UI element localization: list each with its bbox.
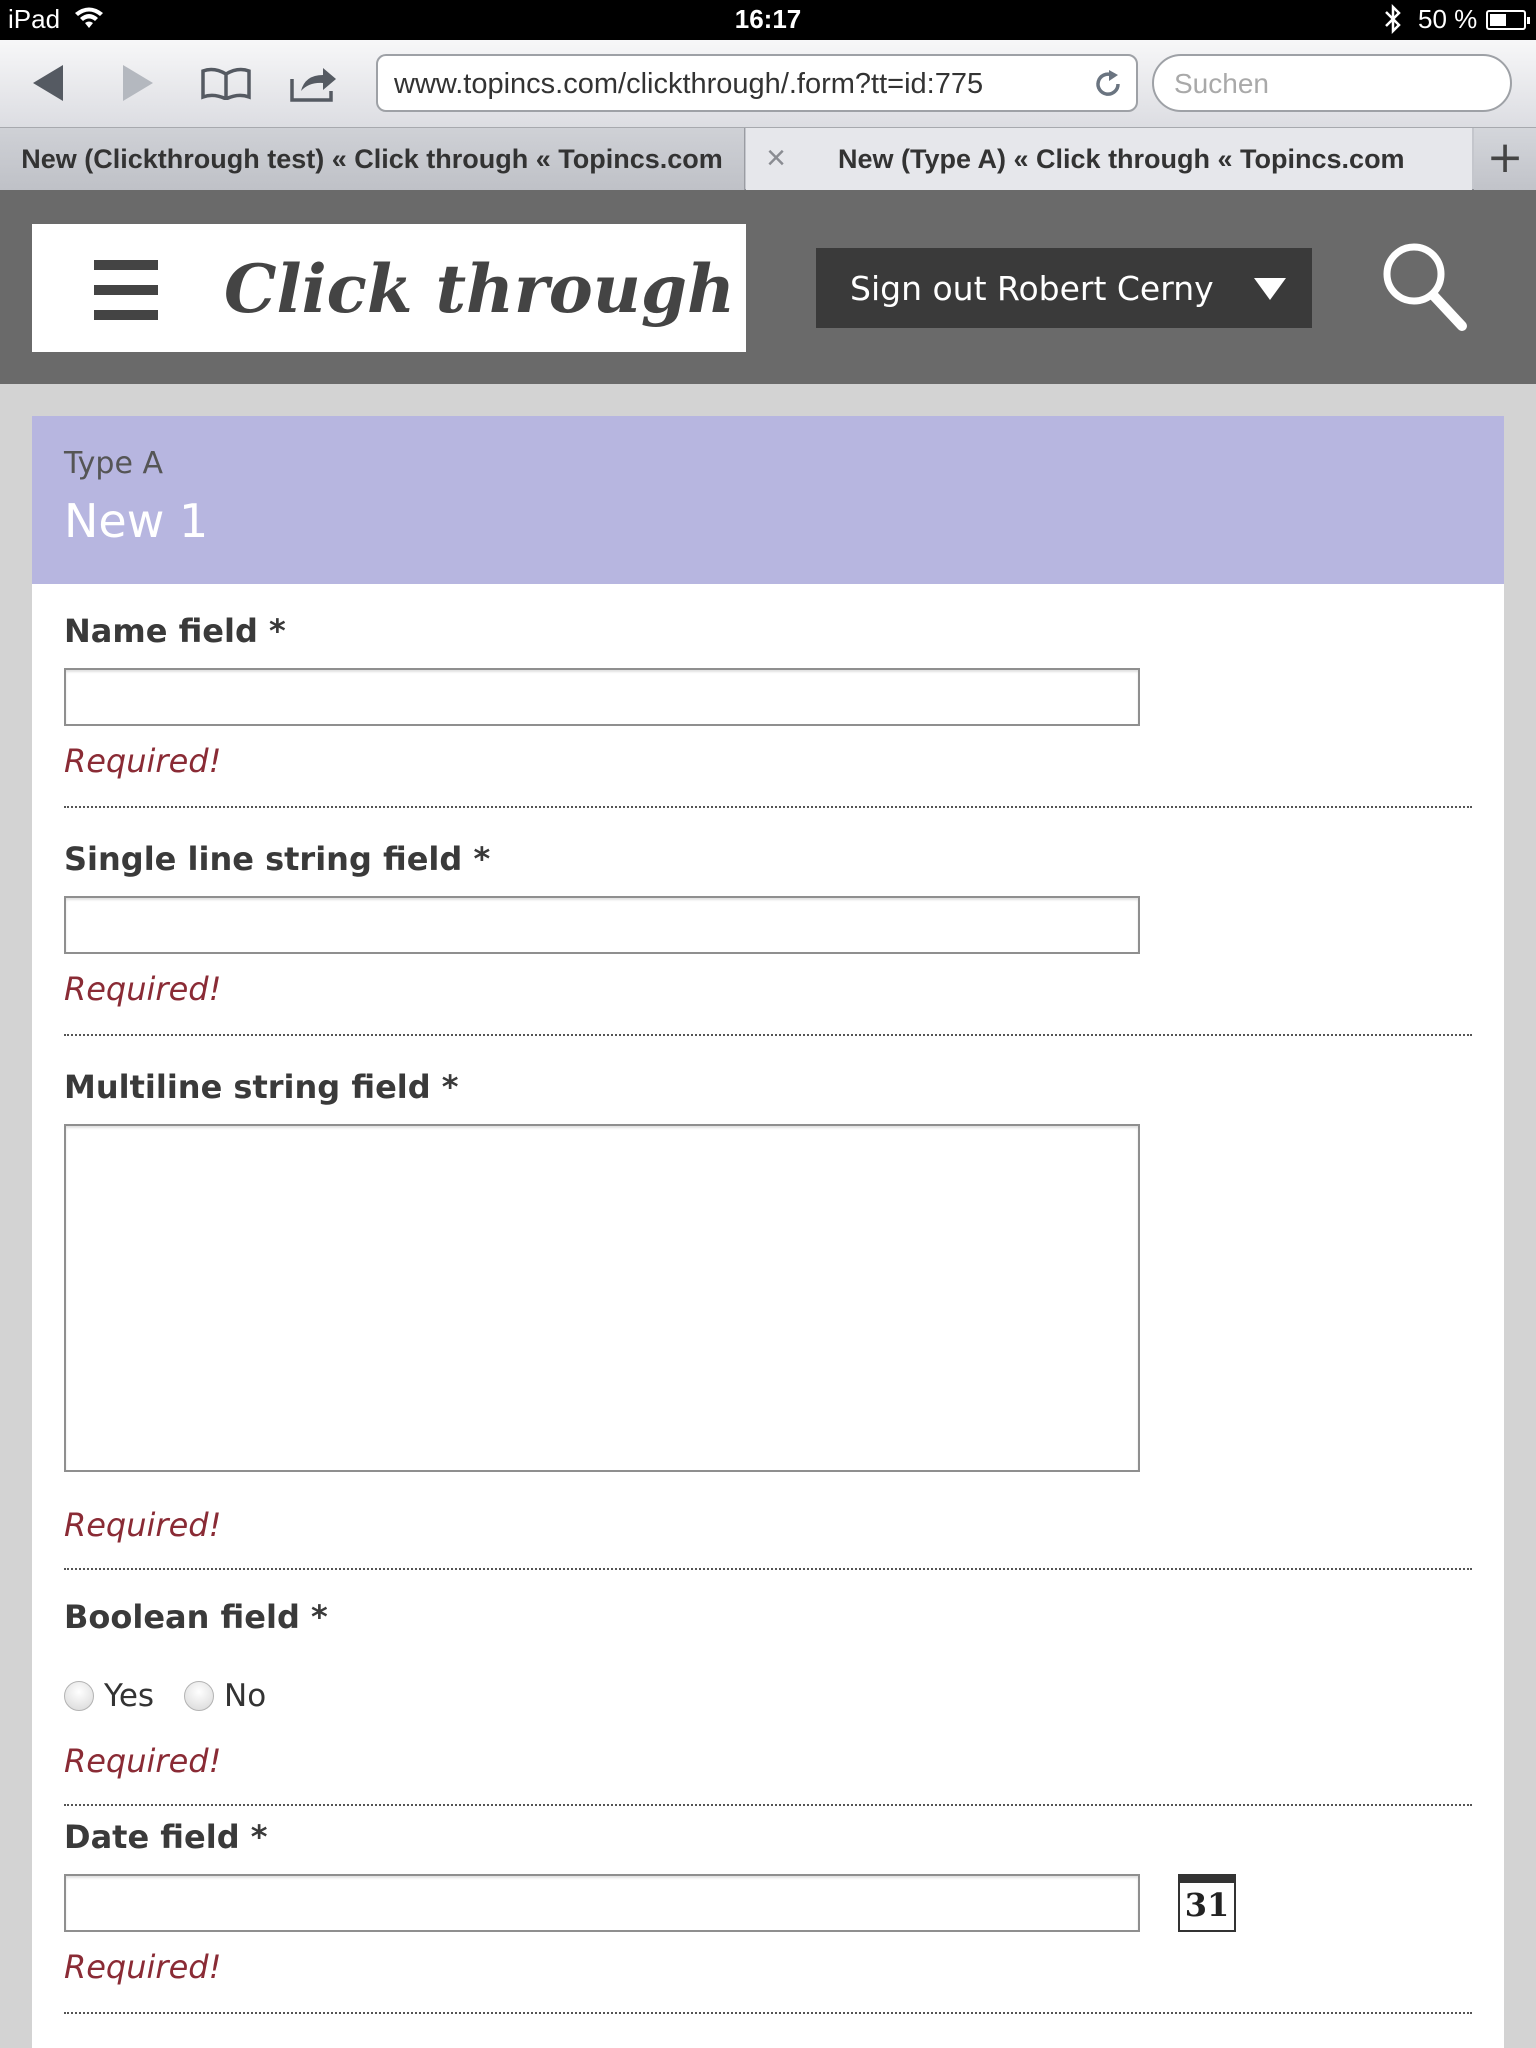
browser-toolbar xyxy=(0,40,1536,128)
tab-title: New (Clickthrough test) « Click through « Topincs.com xyxy=(21,143,723,174)
boolean-field-label: Boolean field * xyxy=(64,1598,328,1636)
signout-label: Sign out Robert Cerny xyxy=(850,268,1214,308)
bookmarks-book-icon xyxy=(200,66,252,100)
single-line-field-group xyxy=(64,840,1472,1070)
url-text: www.topincs.com/clickthrough/.form?tt=id:775 xyxy=(394,68,984,100)
page-title: New 1 xyxy=(64,494,209,548)
type-label: Type A xyxy=(64,446,163,481)
single-line-field-input[interactable] xyxy=(64,896,1140,954)
back-arrow-icon xyxy=(33,65,63,101)
multiline-field-group xyxy=(64,1068,1472,1608)
site-logo-box xyxy=(32,224,746,352)
date-input-row xyxy=(64,1874,1244,1934)
no-label[interactable]: No xyxy=(224,1678,267,1714)
bookmarks-button[interactable] xyxy=(198,58,254,108)
hamburger-menu-icon[interactable] xyxy=(94,260,158,320)
site-header xyxy=(0,190,1536,384)
share-button[interactable] xyxy=(286,58,342,108)
device-name: iPad xyxy=(8,4,61,34)
tab-title: New (Type A) « Click through « Topincs.com xyxy=(838,143,1405,174)
calendar-icon xyxy=(1180,1876,1234,1883)
divider xyxy=(64,806,1472,808)
required-message: Required! xyxy=(64,1506,222,1544)
yes-radio[interactable] xyxy=(64,1681,94,1711)
search-icon[interactable] xyxy=(1380,240,1468,332)
divider xyxy=(64,2012,1472,2014)
boolean-options xyxy=(64,1678,296,1714)
name-field-input[interactable] xyxy=(64,668,1140,726)
single-line-field-label: Single line string field * xyxy=(64,840,491,878)
search-field[interactable] xyxy=(1152,54,1512,112)
required-message: Required! xyxy=(64,742,222,780)
battery-icon xyxy=(1486,10,1526,30)
close-tab-icon[interactable]: × xyxy=(766,139,786,177)
multiline-field-textarea[interactable] xyxy=(64,1124,1140,1472)
name-field-label: Name field * xyxy=(64,612,286,650)
site-title[interactable]: Click through xyxy=(224,250,735,328)
required-message: Required! xyxy=(64,1742,222,1780)
address-bar[interactable] xyxy=(376,54,1138,112)
bluetooth-icon xyxy=(1382,4,1404,41)
dropdown-caret-icon xyxy=(1254,278,1286,300)
tab-bar xyxy=(0,128,1536,190)
divider xyxy=(64,1804,1472,1806)
battery-percentage: 50 % xyxy=(1418,4,1478,34)
date-field-group xyxy=(64,1818,1472,2048)
yes-label[interactable]: Yes xyxy=(104,1678,155,1714)
divider xyxy=(64,1034,1472,1036)
calendar-day-number: 31 xyxy=(1184,1886,1230,1924)
share-icon xyxy=(289,63,339,103)
search-placeholder: Suchen xyxy=(1174,68,1269,99)
form-panel xyxy=(32,416,1504,2048)
boolean-field-group xyxy=(64,1598,1472,1828)
forward-arrow-icon xyxy=(123,65,153,101)
reload-icon[interactable] xyxy=(1088,64,1128,104)
tab-type-a[interactable] xyxy=(746,128,1472,190)
name-field-group xyxy=(64,612,1472,842)
calendar-button[interactable] xyxy=(1178,1874,1236,1932)
no-radio[interactable] xyxy=(184,1681,214,1711)
clock: 16:17 xyxy=(734,4,802,34)
ios-status-bar xyxy=(0,0,1536,40)
required-message: Required! xyxy=(64,1948,222,1986)
back-button[interactable] xyxy=(20,58,76,108)
new-tab-button[interactable]: + xyxy=(1474,128,1536,190)
divider xyxy=(64,1568,1472,1570)
multiline-field-label: Multiline string field * xyxy=(64,1068,459,1106)
required-message: Required! xyxy=(64,970,222,1008)
type-banner xyxy=(32,416,1504,584)
signout-button[interactable] xyxy=(816,248,1312,328)
forward-button[interactable] xyxy=(110,58,166,108)
date-field-label: Date field * xyxy=(64,1818,268,1856)
date-field-input[interactable] xyxy=(64,1874,1140,1932)
tab-clickthrough-test[interactable] xyxy=(0,128,745,190)
